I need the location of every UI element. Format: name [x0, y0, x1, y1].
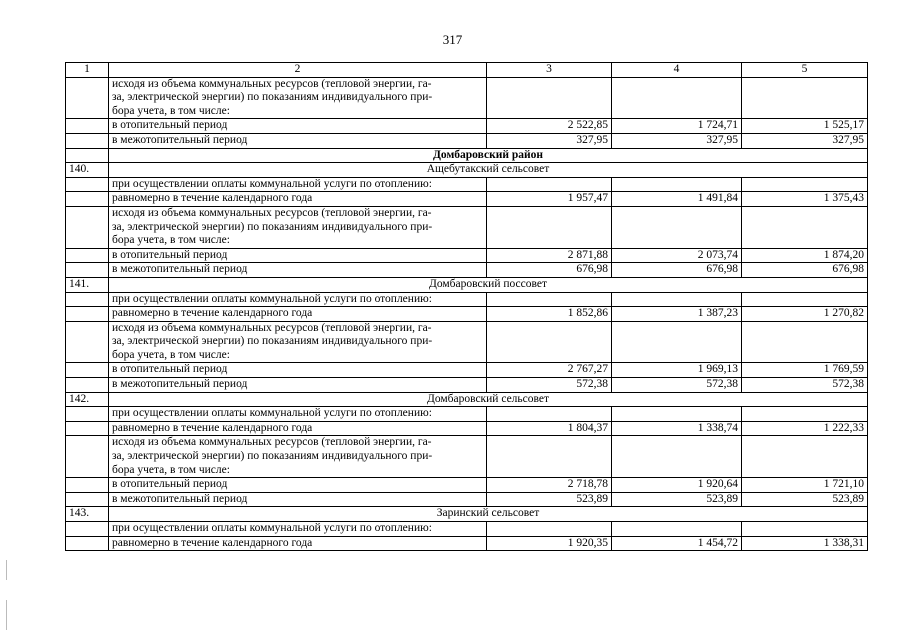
value-col4: 327,95 [612, 133, 742, 148]
row-number-cell [66, 478, 109, 493]
value-col5: 523,89 [742, 492, 868, 507]
district-title: Домбаровский район [109, 148, 868, 163]
value-col4 [612, 522, 742, 537]
row-label: в отопительный период [109, 478, 487, 493]
row-label-line: бора учета, в том числе: [112, 104, 230, 117]
row-number-cell [66, 436, 109, 478]
value-col5 [742, 436, 868, 478]
value-col5: 1 525,17 [742, 119, 868, 134]
row-number-cell [66, 292, 109, 307]
value-col4: 1 724,71 [612, 119, 742, 134]
value-col3: 523,89 [487, 492, 612, 507]
district-row [66, 148, 868, 163]
row-label: при осуществлении оплаты коммунальной услуги по отоплению: [109, 292, 487, 307]
value-col3: 572,38 [487, 378, 612, 393]
row-number-cell [66, 522, 109, 537]
row-label-line: бора учета, в том числе: [112, 234, 230, 247]
row-label [109, 436, 487, 478]
row-number-cell [66, 119, 109, 134]
value-col4: 1 338,74 [612, 421, 742, 436]
section-row [66, 507, 868, 522]
value-col5: 1 338,31 [742, 536, 868, 551]
value-col5 [742, 407, 868, 422]
row-label: в межотопительный период [109, 133, 487, 148]
section-title: Домбаровский сельсовет [109, 392, 868, 407]
table-row [66, 536, 868, 551]
row-number-cell [66, 263, 109, 278]
section-row [66, 392, 868, 407]
value-col4: 523,89 [612, 492, 742, 507]
value-col3: 676,98 [487, 263, 612, 278]
row-number-cell [66, 248, 109, 263]
table-row [66, 248, 868, 263]
value-col3: 1 852,86 [487, 307, 612, 322]
row-label: равномерно в течение календарного года [109, 536, 487, 551]
section-title: Домбаровский поссовет [109, 277, 868, 292]
row-label-line: за, электрической энергии) по показаниям индивидуального при- [112, 91, 433, 104]
header-cell: 5 [742, 63, 868, 78]
value-col3: 1 957,47 [487, 192, 612, 207]
value-col3: 1 920,35 [487, 536, 612, 551]
row-label: в отопительный период [109, 248, 487, 263]
row-number-cell [66, 133, 109, 148]
table-row [66, 436, 868, 478]
row-label: в отопительный период [109, 119, 487, 134]
row-label-line: исходя из объема коммунальных ресурсов (тепловой энергии, га- [112, 206, 432, 219]
table-row [66, 407, 868, 422]
page-number: 317 [442, 32, 463, 47]
header-cell: 4 [612, 63, 742, 78]
value-col3 [487, 522, 612, 537]
tariff-table [65, 62, 868, 551]
value-col3 [487, 206, 612, 248]
row-label-line: за, электрической энергии) по показаниям индивидуального при- [112, 335, 433, 348]
value-col3 [487, 292, 612, 307]
row-number-cell [66, 421, 109, 436]
table-row [66, 77, 868, 119]
row-label: в отопительный период [109, 363, 487, 378]
row-number-cell [66, 206, 109, 248]
row-label: в межотопительный период [109, 263, 487, 278]
section-row [66, 277, 868, 292]
row-number-cell [66, 363, 109, 378]
table-row [66, 263, 868, 278]
value-col3: 2 871,88 [487, 248, 612, 263]
value-col3 [487, 436, 612, 478]
value-col5 [742, 522, 868, 537]
value-col3 [487, 321, 612, 363]
row-label-line: исходя из объема коммунальных ресурсов (тепловой энергии, га- [112, 436, 432, 449]
row-label [109, 77, 487, 119]
row-label: в межотопительный период [109, 378, 487, 393]
row-number-cell [66, 77, 109, 119]
section-number: 140. [66, 163, 109, 178]
row-label: при осуществлении оплаты коммунальной услуги по отоплению: [109, 407, 487, 422]
row-label [109, 321, 487, 363]
row-label: равномерно в течение календарного года [109, 192, 487, 207]
table-row [66, 378, 868, 393]
value-col4: 1 491,84 [612, 192, 742, 207]
margin-mark [6, 600, 7, 630]
value-col5: 327,95 [742, 133, 868, 148]
value-col3 [487, 77, 612, 119]
value-col5: 1 769,59 [742, 363, 868, 378]
value-col5: 1 270,82 [742, 307, 868, 322]
value-col3: 2 767,27 [487, 363, 612, 378]
table-row [66, 177, 868, 192]
row-label [109, 206, 487, 248]
value-col3: 1 804,37 [487, 421, 612, 436]
value-col5 [742, 292, 868, 307]
value-col4: 2 073,74 [612, 248, 742, 263]
value-col5: 1 375,43 [742, 192, 868, 207]
row-label-line: исходя из объема коммунальных ресурсов (тепловой энергии, га- [112, 321, 432, 334]
table-row [66, 307, 868, 322]
section-number: 141. [66, 277, 109, 292]
value-col3: 2 718,78 [487, 478, 612, 493]
row-number-cell [66, 321, 109, 363]
value-col5 [742, 321, 868, 363]
table-row [66, 321, 868, 363]
section-row [66, 163, 868, 178]
row-label: равномерно в течение календарного года [109, 307, 487, 322]
row-number-cell [66, 307, 109, 322]
value-col4: 572,38 [612, 378, 742, 393]
row-label: при осуществлении оплаты коммунальной услуги по отоплению: [109, 522, 487, 537]
value-col3 [487, 177, 612, 192]
value-col4 [612, 177, 742, 192]
section-title: Ащебутакский сельсовет [109, 163, 868, 178]
value-col5 [742, 206, 868, 248]
row-number-cell [66, 148, 109, 163]
header-row [66, 63, 868, 78]
row-label-line: за, электрической энергии) по показаниям индивидуального при- [112, 220, 433, 233]
section-title: Заринский сельсовет [109, 507, 868, 522]
row-label: при осуществлении оплаты коммунальной услуги по отоплению: [109, 177, 487, 192]
table-row [66, 363, 868, 378]
value-col5: 676,98 [742, 263, 868, 278]
row-number-cell [66, 378, 109, 393]
row-number-cell [66, 407, 109, 422]
value-col5 [742, 177, 868, 192]
section-number: 142. [66, 392, 109, 407]
value-col4: 1 454,72 [612, 536, 742, 551]
row-label-line: за, электрической энергии) по показаниям индивидуального при- [112, 450, 433, 463]
value-col4 [612, 77, 742, 119]
value-col4: 1 920,64 [612, 478, 742, 493]
value-col5: 1 721,10 [742, 478, 868, 493]
row-label-line: бора учета, в том числе: [112, 463, 230, 476]
table-row [66, 421, 868, 436]
row-label: в межотопительный период [109, 492, 487, 507]
row-number-cell [66, 536, 109, 551]
value-col3: 2 522,85 [487, 119, 612, 134]
value-col4: 676,98 [612, 263, 742, 278]
value-col3: 327,95 [487, 133, 612, 148]
value-col5: 572,38 [742, 378, 868, 393]
table-row [66, 492, 868, 507]
table-row [66, 133, 868, 148]
value-col5: 1 874,20 [742, 248, 868, 263]
value-col5 [742, 77, 868, 119]
row-number-cell [66, 492, 109, 507]
row-label-line: исходя из объема коммунальных ресурсов (тепловой энергии, га- [112, 77, 432, 90]
row-number-cell [66, 177, 109, 192]
table-row [66, 206, 868, 248]
margin-mark [6, 560, 7, 580]
table-row [66, 292, 868, 307]
row-number-cell [66, 192, 109, 207]
table-row [66, 478, 868, 493]
value-col4 [612, 407, 742, 422]
value-col4 [612, 292, 742, 307]
row-label: равномерно в течение календарного года [109, 421, 487, 436]
table-row [66, 522, 868, 537]
table-row [66, 119, 868, 134]
value-col4: 1 969,13 [612, 363, 742, 378]
row-label-line: бора учета, в том числе: [112, 348, 230, 361]
value-col4 [612, 206, 742, 248]
header-cell: 3 [487, 63, 612, 78]
table-row [66, 192, 868, 207]
value-col5: 1 222,33 [742, 421, 868, 436]
value-col4 [612, 321, 742, 363]
value-col4: 1 387,23 [612, 307, 742, 322]
header-cell: 1 [66, 63, 109, 78]
header-cell: 2 [109, 63, 487, 78]
value-col4 [612, 436, 742, 478]
value-col3 [487, 407, 612, 422]
section-number: 143. [66, 507, 109, 522]
